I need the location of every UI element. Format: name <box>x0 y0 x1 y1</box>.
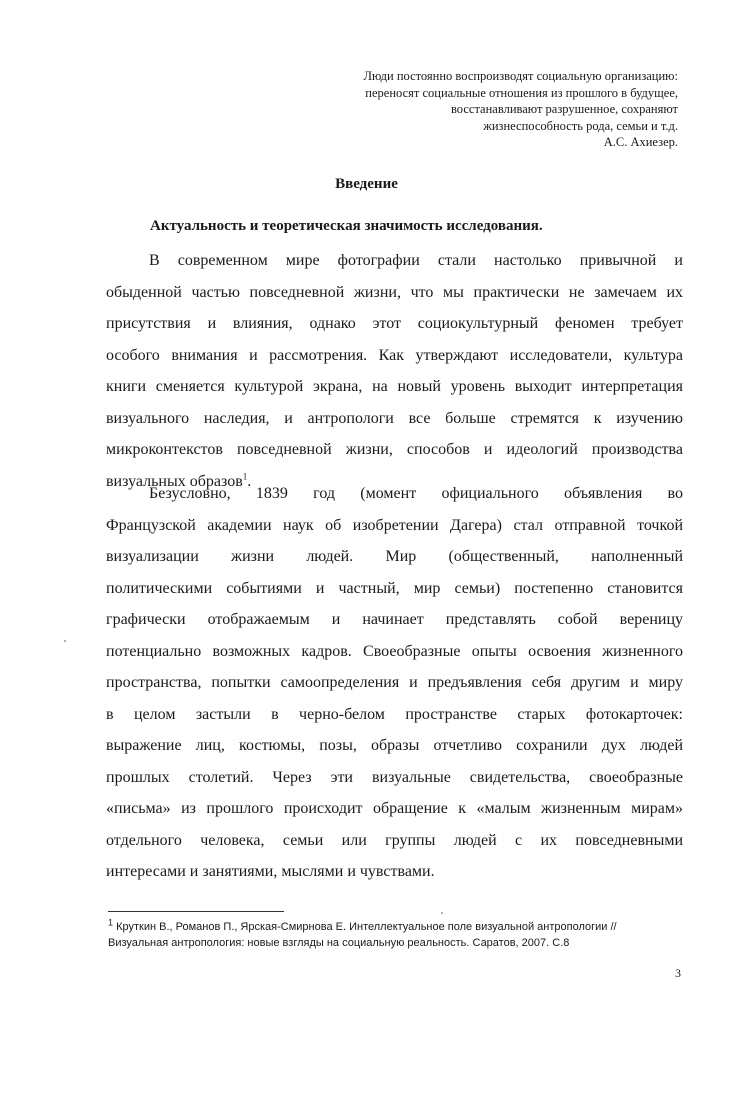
text-line: прошлых столетий. Через эти визуальные свидетельства, своеобразные <box>106 768 683 786</box>
scan-speck <box>64 640 66 642</box>
text-line: Французской академии наук об изобретении Дагера) стал отправной точкой <box>106 516 683 534</box>
text-line: отдельного человека, семьи или группы людей с их повседневными <box>106 831 683 849</box>
footnote-reference[interactable]: 1 <box>242 471 248 482</box>
section-heading: Введение <box>335 176 398 192</box>
text-line: выражение лиц, костюмы, позы, образы отчетливо сохранили дух людей <box>106 737 683 754</box>
text-line: обыденной частью повседневной жизни, что мы практически не замечаем их <box>106 283 683 301</box>
text-line: визуализации жизни людей. Мир (общественный, наполненный <box>106 548 683 565</box>
text-fragment: . <box>247 472 252 490</box>
text-line: интересами и занятиями, мыслями и чувствами. <box>106 863 435 880</box>
scan-speck <box>441 912 443 914</box>
epigraph-line: жизнеспособность рода, семьи и т.д. <box>483 118 678 133</box>
footnote-number: 1 <box>108 917 114 928</box>
subsection-heading: Актуальность и теоретическая значимость исследования. <box>150 218 543 234</box>
text-line: микроконтекстов повседневной жизни, способов и идеологий производства <box>106 441 683 458</box>
page-number: 3 <box>675 966 681 980</box>
epigraph-author: А.С. Ахиезер. <box>603 135 678 149</box>
text-line: присутствия и влияния, однако этот социокультурный феномен требует <box>106 315 683 332</box>
text-line: в целом застыли в черно-белом пространстве старых фотокарточек: <box>106 705 683 723</box>
epigraph-line: восстанавливают разрушенное, сохраняют <box>450 102 678 116</box>
text-line: потенциально возможных кадров. Своеобразные опыты освоения жизненного <box>106 642 683 660</box>
text-line: политическими событиями и частный, мир семьи) постепенно становится <box>106 579 683 597</box>
epigraph-line: переносят социальные отношения из прошлого в будущее, <box>365 85 678 100</box>
paragraph-1 <box>106 245 683 497</box>
text-line: Безусловно, 1839 год (момент официального объявления во <box>149 485 683 502</box>
epigraph-line: Люди постоянно воспроизводят социальную организацию: <box>363 69 678 83</box>
footnote <box>108 919 668 951</box>
text-line: «письма» из прошлого происходит обращение к «малым жизненным мирам» <box>106 800 683 817</box>
text-line: особого внимания и рассмотрения. Как утверждают исследователи, культура <box>106 346 683 364</box>
footnote-text: Круткин В., Романов П., Ярская-Смирнова Е. Интеллектуальное поле визуальной антропологии // <box>116 921 617 933</box>
text-line: В современном мире фотографии стали настолько привычной и <box>149 252 683 269</box>
footnote-line: Визуальная антропология: новые взгляды на социальную реальность. Саратов, 2007. С.8 <box>108 937 570 949</box>
text-line: визуального наследия, и антропологи все больше стремятся к изучению <box>106 409 683 427</box>
text-line: пространства, попытки самоопределения и предъявления себя другим и миру <box>106 674 683 691</box>
text-line: книги сменяется культурой экрана, на новый уровень выходит интерпретация <box>106 378 683 395</box>
paragraph-2 <box>106 478 683 888</box>
text-fragment: визуальных образов <box>106 472 243 490</box>
footnote-line <box>108 919 668 935</box>
footnote-divider <box>108 911 284 912</box>
epigraph <box>278 68 678 151</box>
text-line: графически отображаемым и начинает представлять собой вереницу <box>106 611 683 628</box>
